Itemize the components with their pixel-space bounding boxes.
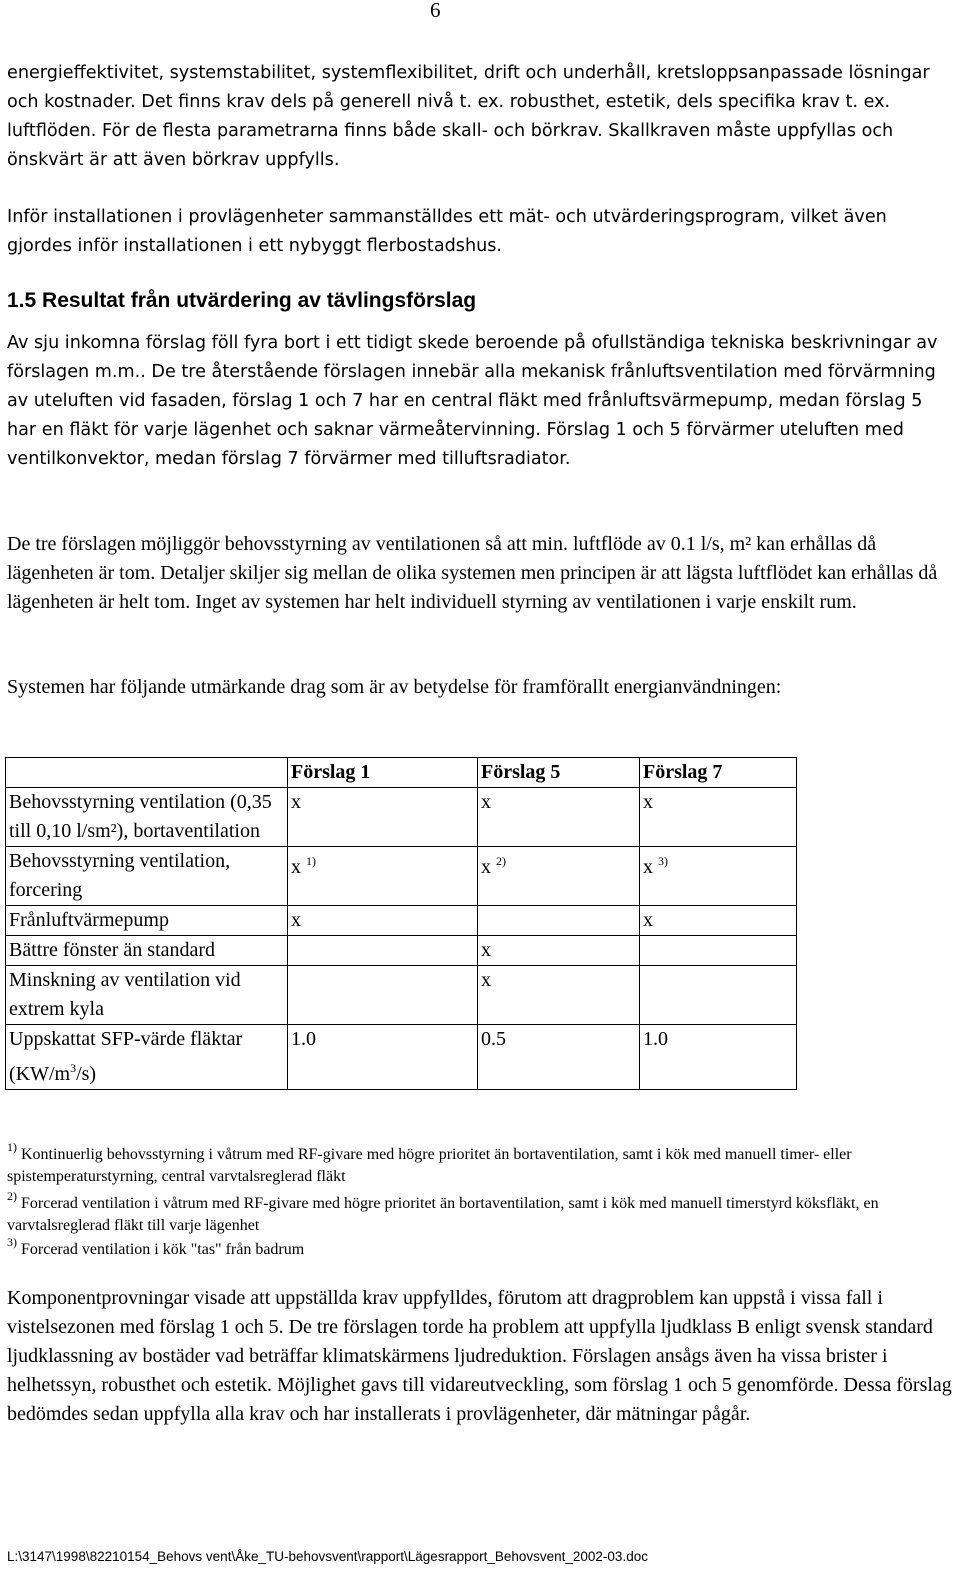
- features-intro-paragraph: Systemen har följande utmärkande drag som är av betydelse för framförallt energianvändningen:: [7, 676, 782, 698]
- results-paragraph: Av sju inkomna förslag föll fyra bort i ett tidigt skede beroende på ofullständiga tekniska beskrivningar av förslagen m.m.. De tre återstående förslagen innebär alla mekanisk frånluftsventilation med förvärmning av uteluften vid fasaden, förslag 1 och 7 har en central fläkt med frånluftsvärmepump, medan förslag 5 har en fläkt för varje lägenhet och saknar värmeåtervinning. Förslag 1 och 5 förvärmer uteluften med ventilkonvektor, medan förslag 7 förvärmer med tilluftsradiator.: [7, 333, 938, 469]
- footnote-mark: 2): [7, 1189, 17, 1203]
- row-label: Behovsstyrning ventilation (0,35 till 0,10 l/sm²), bortaventilation: [6, 788, 288, 847]
- section-heading: 1.5 Resultat från utvärdering av tävlingsförslag: [7, 289, 477, 312]
- cell-forslag-7: x: [640, 788, 797, 847]
- cell-forslag-5: x: [478, 936, 640, 966]
- footnote-text: Forcerad ventilation i våtrum med RF-givare med högre prioritet än bortaventilation, samt i kök med manuell timerstyrd köksfläkt, en varvtalsreglerad fläkt till varje lägenhet: [7, 1195, 879, 1234]
- footnote: [7, 1231, 953, 1261]
- page-number: 6: [430, 0, 441, 22]
- row-label: Minskning av ventilation vid extrem kyla: [6, 966, 288, 1025]
- footnote-ref: 2): [496, 854, 506, 868]
- cell-forslag-7: x $^{3)}$: [640, 847, 797, 906]
- cell-forslag-1: x $^{1)}$: [288, 847, 478, 906]
- row-label: Uppskattat SFP-värde fläktar $(KW/m^3/s)$: [6, 1025, 288, 1090]
- cell-forslag-5: x: [478, 788, 640, 847]
- header-forslag-7: Förslag 7: [640, 758, 797, 788]
- cell-forslag-5: 0.5: [478, 1025, 640, 1090]
- intro-paragraph: energieffektivitet, systemstabilitet, systemflexibilitet, drift och underhåll, kretsloppsanpassade lösningar och kostnader. Det finns krav dels på generell nivå t. ex. robusthet, estetik, dels specifika krav t. ex. luftflöden. För de flesta parametrarna finns både skall- och börkrav. Skallkraven måste uppfyllas och önskvärt är att även börkrav uppfylls.: [7, 63, 930, 170]
- table-row: [6, 966, 797, 1025]
- cell-forslag-7: [640, 966, 797, 1025]
- file-path-footer: L:\3147\1998\82210154_Behovs vent\Åke_TU-behovsvent\rapport\Lägesrapport_Behovsvent_2002-03.doc: [7, 1549, 648, 1564]
- footnote-mark: 1): [7, 1140, 17, 1154]
- cell-forslag-5: [478, 906, 640, 936]
- table-row: [6, 936, 797, 966]
- row-label: Frånluftvärmepump: [6, 906, 288, 936]
- table-header-row: [6, 758, 797, 788]
- cell-forslag-1: [288, 936, 478, 966]
- header-blank-cell: [6, 758, 288, 788]
- installation-paragraph: Inför installationen i provlägenheter sammanställdes ett mät- och utvärderingsprogram, vilket även gjordes inför installationen i ett nybyggt flerbostadshus.: [7, 207, 887, 256]
- footnote-ref: 3): [658, 854, 668, 868]
- row-label: Behovsstyrning ventilation, forcering: [6, 847, 288, 906]
- table-row: [6, 1025, 797, 1090]
- cell-forslag-7: [640, 936, 797, 966]
- header-forslag-1: Förslag 1: [288, 758, 478, 788]
- table-row: [6, 788, 797, 847]
- footnote-text: Forcerad ventilation i kök "tas" från badrum: [21, 1241, 305, 1258]
- table-row: [6, 847, 797, 906]
- row-label: Bättre fönster än standard: [6, 936, 288, 966]
- footnote-ref: 1): [306, 854, 316, 868]
- cell-forslag-7: x: [640, 906, 797, 936]
- proposal-comparison-table: [5, 757, 797, 1090]
- table-row: [6, 906, 797, 936]
- cell-forslag-5: x $^{2)}$: [478, 847, 640, 906]
- cell-forslag-1: x: [288, 906, 478, 936]
- demand-control-paragraph: De tre förslagen möjliggör behovsstyrning av ventilationen så att min. luftflöde av 0.1 l/s, m² kan erhållas då lägenheten är tom. Detaljer skiljer sig mellan de olika systemen men principen är att lägsta luftflödet kan erhållas då lägenheten är helt tom. Inget av systemen har helt individuell styrning av ventilationen i varje enskilt rum.: [7, 533, 938, 613]
- footnote-text: Kontinuerlig behovsstyrning i våtrum med RF-givare med högre prioritet än bortaventilation, samt i kök med manuell timer- eller spistemperaturstyrning, central varvtalsreglerad fläkt: [7, 1146, 852, 1185]
- footnote-mark: 3): [7, 1235, 17, 1249]
- cell-forslag-1: 1.0: [288, 1025, 478, 1090]
- component-tests-paragraph: Komponentprovningar visade att uppställda krav uppfylldes, förutom att dragproblem kan uppstå i vissa fall i vistelsezonen med förslag 1 och 5. De tre förslagen torde ha problem att uppfylla ljudklass B enligt svensk standard ljudklassning av bostäder vad beträffar klimatskärmens ljudreduktion. Förslagen ansågs även ha vissa brister i helhetssyn, robusthet och estetik. Möjlighet gavs till vidareutveckling, som förslag 1 och 5 genomförde. Dessa förslag bedömdes sedan uppfylla alla krav och har installerats i provlägenheter, där mätningar pågår.: [7, 1287, 952, 1425]
- cell-forslag-1: [288, 966, 478, 1025]
- footnote: [7, 1185, 953, 1237]
- cell-forslag-5: x: [478, 966, 640, 1025]
- cell-forslag-1: x: [288, 788, 478, 847]
- cell-forslag-7: 1.0: [640, 1025, 797, 1090]
- footnote: [7, 1136, 953, 1188]
- header-forslag-5: Förslag 5: [478, 758, 640, 788]
